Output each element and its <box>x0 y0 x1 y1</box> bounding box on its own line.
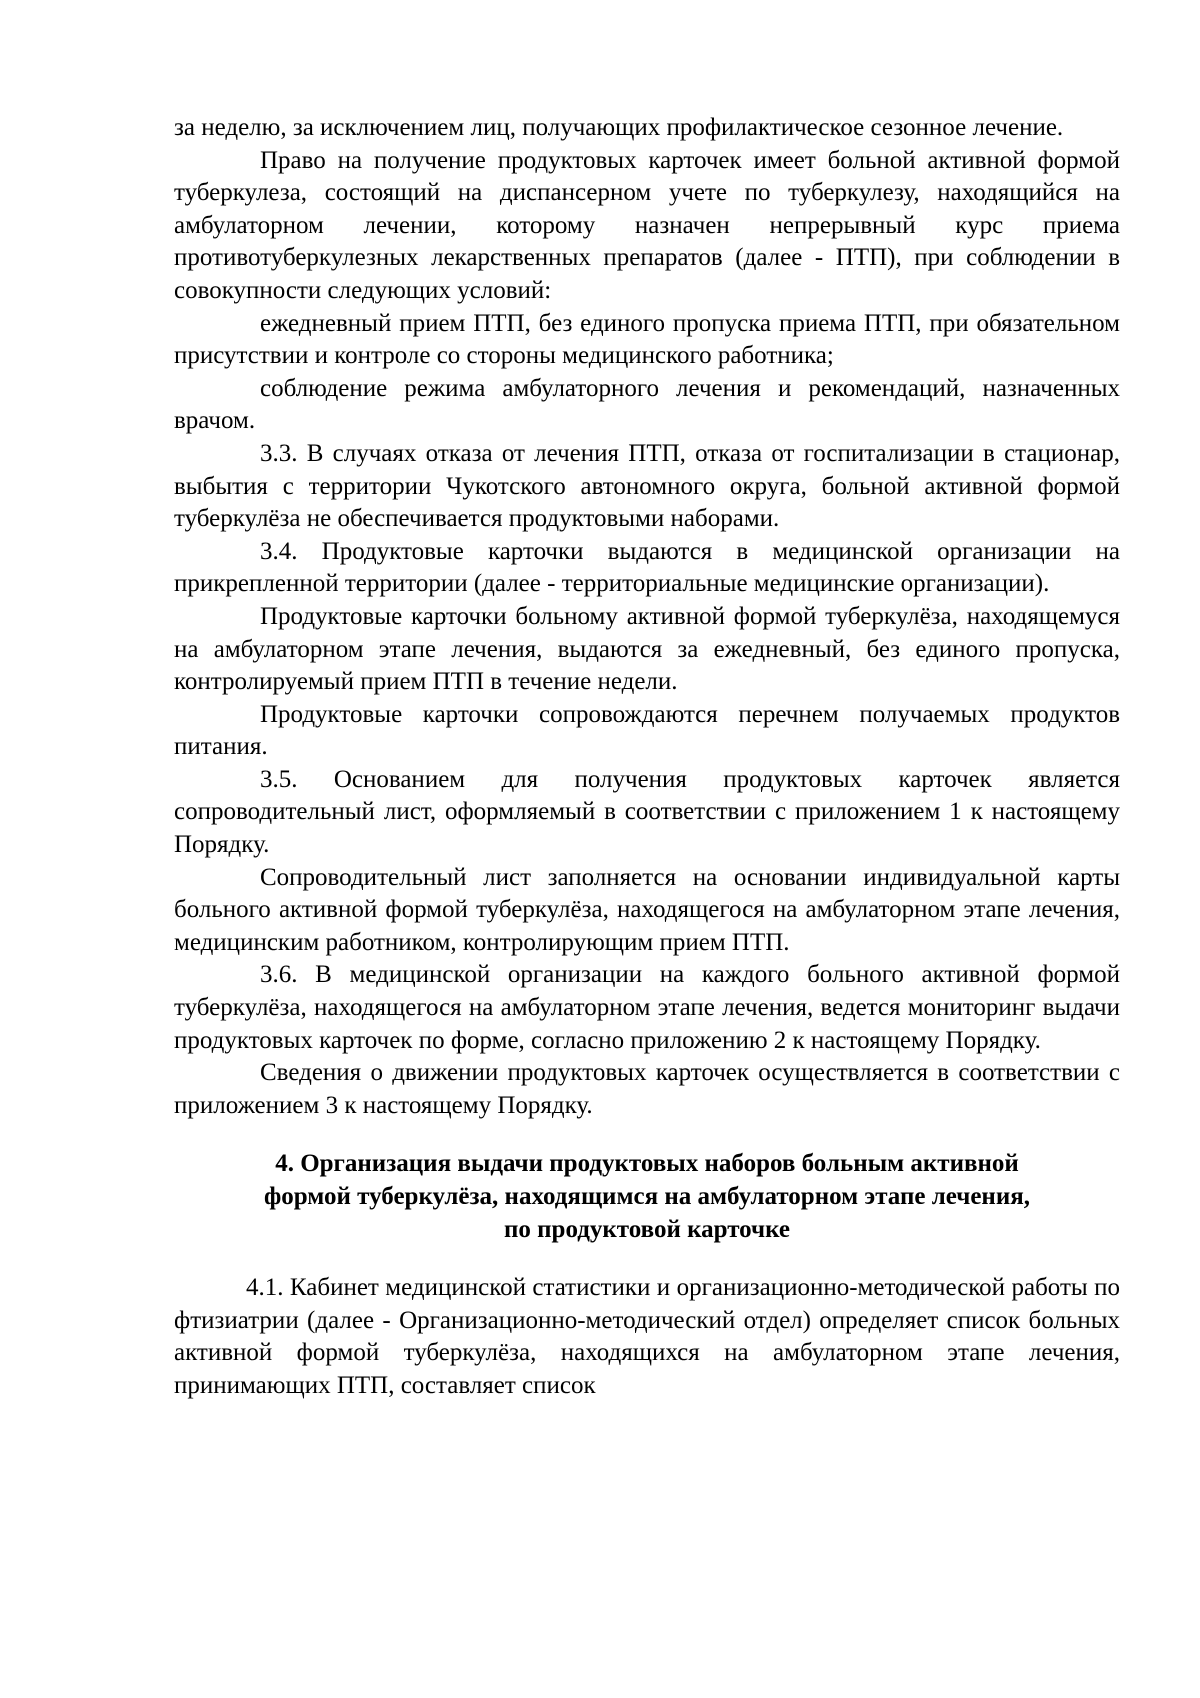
paragraph-cards-issued: Продуктовые карточки больному активной формой туберкулёза, находящемуся на амбулаторном этапе лечения, выдаются за ежедневный, без единого пропуска, контролируемый прием ПТП в течение недели. <box>174 602 1120 696</box>
paragraph-3-6: 3.6. В медицинской организации на каждого больного активной формой туберкулёза, находящегося на амбулаторном этапе лечения, ведется мониторинг выдачи продуктовых карточек по форме, согласно приложению 2 к настоящему Порядку. <box>174 961 1120 1054</box>
section-4-heading <box>174 1148 1120 1246</box>
paragraph-3-4: 3.4. Продуктовые карточки выдаются в медицинской организации на прикрепленной территории (далее - территориальные медицинские организации). <box>174 537 1120 598</box>
paragraph-accompanying-sheet: Сопроводительный лист заполняется на основании индивидуальной карты больного активной формой туберкулёза, находящегося на амбулаторном этапе лечения, медицинским работником, контролирующим прием ПТП. <box>174 863 1120 956</box>
section-4-heading-line-1: 4. Организация выдачи продуктовых наборов больным активной <box>275 1150 1019 1178</box>
paragraph-cards-list: Продуктовые карточки сопровождаются перечнем получаемых продуктов питания. <box>174 700 1120 761</box>
paragraph-3-3: 3.3. В случаях отказа от лечения ПТП, отказа от госпитализации в стационар, выбытия с территории Чукотского автономного округа, больной активной формой туберкулёза не обеспечивается продуктовыми наборами. <box>174 439 1120 533</box>
document-page <box>174 112 1120 1403</box>
section-4-heading-line-2: формой туберкулёза, находящимся на амбулаторном этапе лечения, <box>263 1183 1030 1210</box>
paragraph-condition-regime: соблюдение режима амбулаторного лечения и рекомендаций, назначенных врачом. <box>174 374 1120 435</box>
paragraph-condition-daily-intake: ежедневный прием ПТП, без единого пропуска приема ПТП, при обязательном присутствии и контроле со стороны медицинского работника; <box>174 309 1120 370</box>
paragraph-continuation: за неделю, за исключением лиц, получающих профилактическое сезонное лечение. <box>174 114 1064 141</box>
section-4-heading-line-3: по продуктовой карточке <box>504 1215 790 1243</box>
paragraph-movement-info: Сведения о движении продуктовых карточек осуществляется в соответствии с приложением 3 к настоящему Порядку. <box>174 1059 1120 1119</box>
paragraph-3-5: 3.5. Основанием для получения продуктовых карточек является сопроводительный лист, оформляемый в соответствии с приложением 1 к настоящему Порядку. <box>174 765 1120 859</box>
paragraph-eligibility: Право на получение продуктовых карточек имеет больной активной формой туберкулеза, состоящий на диспансерном учете по туберкулезу, находящийся на амбулаторном лечении, которому назначен непрерывный курс приема противотуберкулезных лекарственных препаратов (далее - ПТП), при соблюдении в совокупности следующих условий: <box>174 146 1120 304</box>
paragraph-4-1: 4.1. Кабинет медицинской статистики и организационно-методической работы по фтизиатрии (далее - Организационно-методический отдел) определяет список больных активной формой туберкулёза, находящихся на амбулаторном этапе лечения, принимающих ПТП, составляет список <box>174 1274 1120 1399</box>
